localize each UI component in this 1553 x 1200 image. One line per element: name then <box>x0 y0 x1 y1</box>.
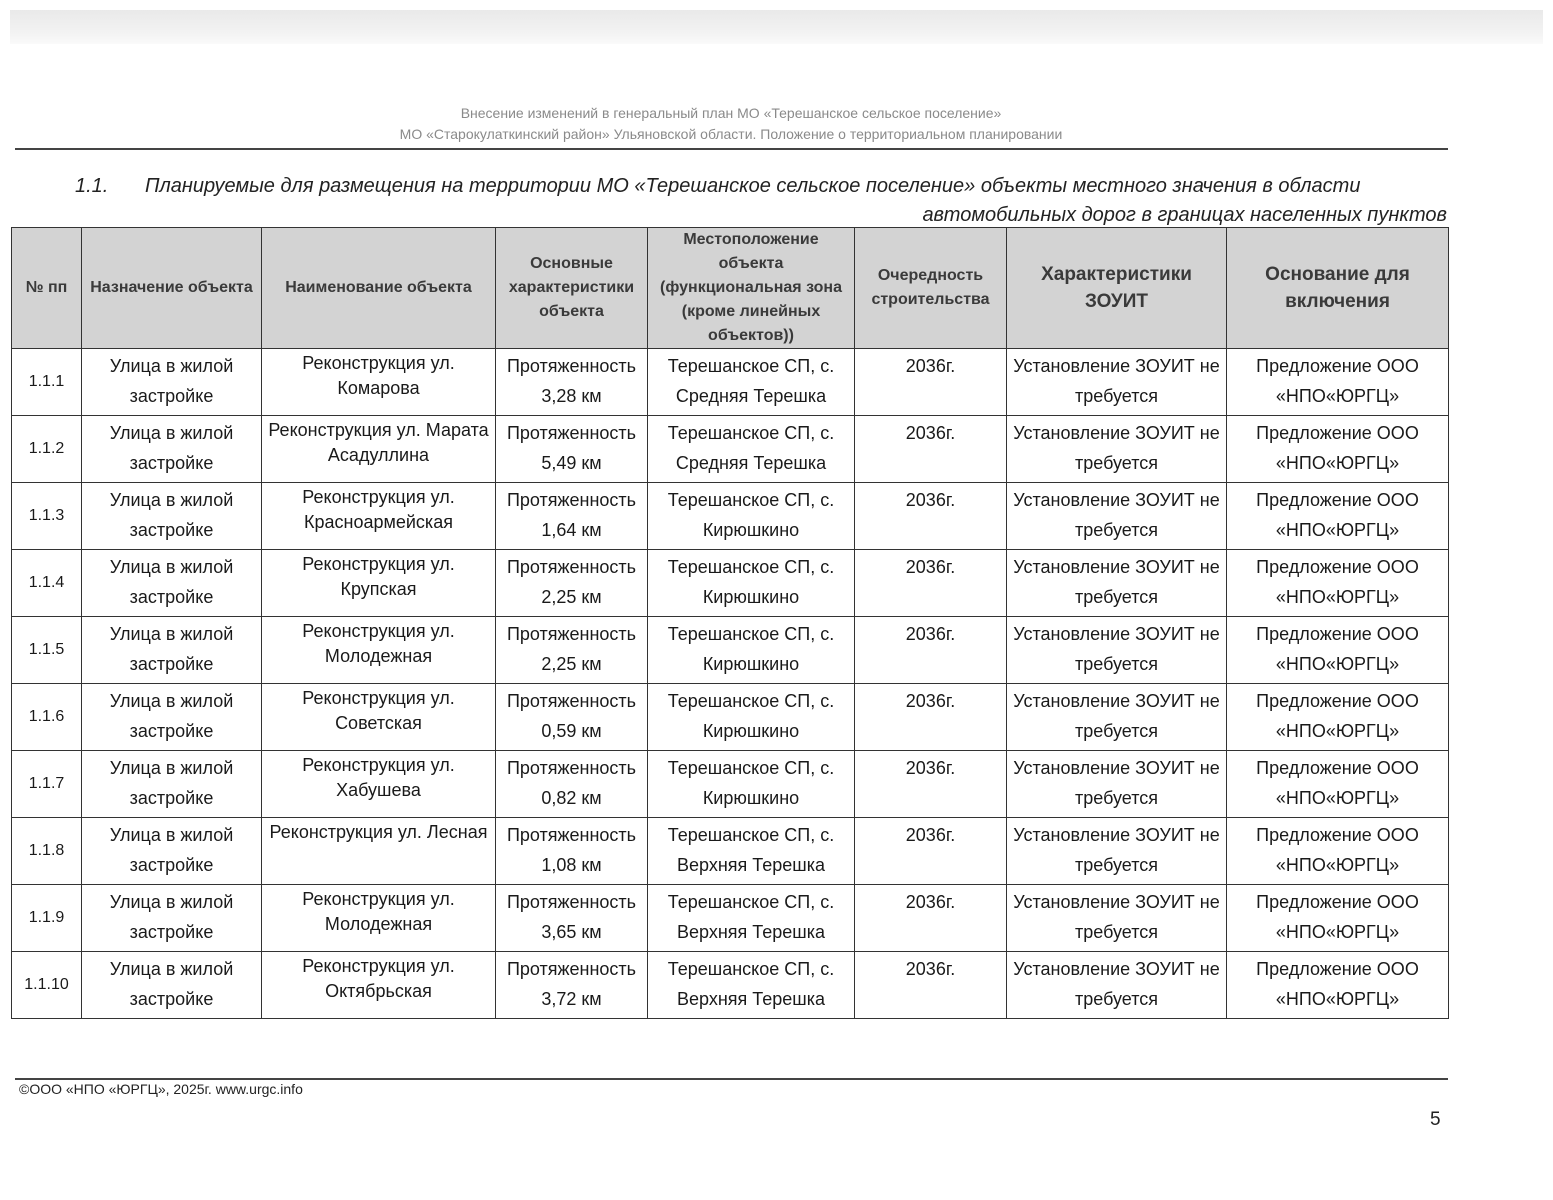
row-construction-year: 2036г. <box>855 349 1007 416</box>
header-cell-name: Наименование объекта <box>262 228 496 349</box>
row-characteristics: Протяженность 3,72 км <box>496 952 648 1019</box>
row-characteristics: Протяженность 2,25 км <box>496 550 648 617</box>
row-object-name: Реконструкция ул. Крупская <box>262 550 496 617</box>
row-purpose: Улица в жилой застройке <box>82 751 262 818</box>
row-basis: Предложение ООО «НПО«ЮРГЦ» <box>1227 617 1449 684</box>
row-zouit: Установление ЗОУИТ не требуется <box>1007 617 1227 684</box>
footer-copyright: ©ООО «НПО «ЮРГЦ», 2025г. www.urgc.info <box>19 1081 303 1097</box>
row-number: 1.1.2 <box>12 416 82 483</box>
row-object-name: Реконструкция ул. Молодежная <box>262 885 496 952</box>
footer-rule <box>15 1078 1448 1080</box>
row-characteristics: Протяженность 2,25 км <box>496 617 648 684</box>
row-construction-year: 2036г. <box>855 684 1007 751</box>
section-title-line2: автомобильных дорог в границах населенных пунктов <box>922 204 1447 226</box>
table-row <box>12 818 1449 885</box>
objects-table <box>11 227 1449 1019</box>
row-construction-year: 2036г. <box>855 885 1007 952</box>
row-construction-year: 2036г. <box>855 416 1007 483</box>
row-location: Терешанское СП, с. Кирюшкино <box>648 617 855 684</box>
row-number: 1.1.4 <box>12 550 82 617</box>
row-location: Терешанское СП, с. Кирюшкино <box>648 751 855 818</box>
row-location: Терешанское СП, с. Верхняя Терешка <box>648 952 855 1019</box>
row-purpose: Улица в жилой застройке <box>82 483 262 550</box>
header-cell-location: Местоположение объекта (функциональная зона (кроме линейных объектов)) <box>648 228 855 349</box>
header-cell-zouit: Характеристики ЗОУИТ <box>1007 228 1227 349</box>
header-cell-basis: Основание для включения <box>1227 228 1449 349</box>
row-basis: Предложение ООО «НПО«ЮРГЦ» <box>1227 751 1449 818</box>
section-title <box>75 172 1447 230</box>
row-characteristics: Протяженность 1,08 км <box>496 818 648 885</box>
row-purpose: Улица в жилой застройке <box>82 952 262 1019</box>
row-basis: Предложение ООО «НПО«ЮРГЦ» <box>1227 952 1449 1019</box>
row-number: 1.1.1 <box>12 349 82 416</box>
header-rule <box>15 148 1448 150</box>
row-location: Терешанское СП, с. Верхняя Терешка <box>648 818 855 885</box>
table-row <box>12 617 1449 684</box>
header-cell-purpose: Назначение объекта <box>82 228 262 349</box>
row-basis: Предложение ООО «НПО«ЮРГЦ» <box>1227 349 1449 416</box>
row-zouit: Установление ЗОУИТ не требуется <box>1007 483 1227 550</box>
row-construction-year: 2036г. <box>855 952 1007 1019</box>
row-basis: Предложение ООО «НПО«ЮРГЦ» <box>1227 483 1449 550</box>
row-zouit: Установление ЗОУИТ не требуется <box>1007 416 1227 483</box>
table-row <box>12 483 1449 550</box>
row-number: 1.1.3 <box>12 483 82 550</box>
row-object-name: Реконструкция ул. Октябрьская <box>262 952 496 1019</box>
row-purpose: Улица в жилой застройке <box>82 818 262 885</box>
section-number: 1.1. <box>75 175 109 197</box>
row-construction-year: 2036г. <box>855 483 1007 550</box>
row-basis: Предложение ООО «НПО«ЮРГЦ» <box>1227 885 1449 952</box>
row-basis: Предложение ООО «НПО«ЮРГЦ» <box>1227 818 1449 885</box>
running-header-line2: МО «Старокулаткинский район» Ульяновской области. Положение о территориальном планировании <box>399 126 1063 142</box>
row-location: Терешанское СП, с. Кирюшкино <box>648 550 855 617</box>
row-basis: Предложение ООО «НПО«ЮРГЦ» <box>1227 684 1449 751</box>
header-cell-characteristics: Основные характеристики объекта <box>496 228 648 349</box>
table-row <box>12 349 1449 416</box>
row-number: 1.1.5 <box>12 617 82 684</box>
row-number: 1.1.7 <box>12 751 82 818</box>
row-construction-year: 2036г. <box>855 818 1007 885</box>
row-characteristics: Протяженность 0,82 км <box>496 751 648 818</box>
table-row <box>12 751 1449 818</box>
row-location: Терешанское СП, с. Верхняя Терешка <box>648 885 855 952</box>
row-location: Терешанское СП, с. Кирюшкино <box>648 684 855 751</box>
table-row <box>12 684 1449 751</box>
row-zouit: Установление ЗОУИТ не требуется <box>1007 349 1227 416</box>
table-row <box>12 952 1449 1019</box>
table-row <box>12 550 1449 617</box>
row-characteristics: Протяженность 5,49 км <box>496 416 648 483</box>
row-construction-year: 2036г. <box>855 751 1007 818</box>
row-number: 1.1.9 <box>12 885 82 952</box>
row-zouit: Установление ЗОУИТ не требуется <box>1007 952 1227 1019</box>
row-object-name: Реконструкция ул. Красноармейская <box>262 483 496 550</box>
row-construction-year: 2036г. <box>855 550 1007 617</box>
row-purpose: Улица в жилой застройке <box>82 349 262 416</box>
table-row <box>12 885 1449 952</box>
row-number: 1.1.6 <box>12 684 82 751</box>
row-zouit: Установление ЗОУИТ не требуется <box>1007 684 1227 751</box>
row-characteristics: Протяженность 3,28 км <box>496 349 648 416</box>
row-object-name: Реконструкция ул. Комарова <box>262 349 496 416</box>
table-header-row <box>12 228 1449 349</box>
row-characteristics: Протяженность 3,65 км <box>496 885 648 952</box>
row-zouit: Установление ЗОУИТ не требуется <box>1007 751 1227 818</box>
running-header-line1: Внесение изменений в генеральный план МО «Терешанское сельское поселение» <box>460 105 1002 121</box>
row-location: Терешанское СП, с. Средняя Терешка <box>648 416 855 483</box>
row-basis: Предложение ООО «НПО«ЮРГЦ» <box>1227 416 1449 483</box>
section-title-line1: Планируемые для размещения на территории МО «Терешанское сельское поселение» объекты местного значения в области <box>145 175 1361 197</box>
row-object-name: Реконструкция ул. Марата Асадуллина <box>262 416 496 483</box>
running-header <box>15 103 1447 145</box>
row-purpose: Улица в жилой застройке <box>82 550 262 617</box>
row-zouit: Установление ЗОУИТ не требуется <box>1007 818 1227 885</box>
row-object-name: Реконструкция ул. Хабушева <box>262 751 496 818</box>
row-number: 1.1.10 <box>12 952 82 1019</box>
row-construction-year: 2036г. <box>855 617 1007 684</box>
row-number: 1.1.8 <box>12 818 82 885</box>
row-location: Терешанское СП, с. Средняя Терешка <box>648 349 855 416</box>
row-purpose: Улица в жилой застройке <box>82 885 262 952</box>
row-zouit: Установление ЗОУИТ не требуется <box>1007 550 1227 617</box>
row-object-name: Реконструкция ул. Лесная <box>262 818 496 885</box>
table-row <box>12 416 1449 483</box>
row-zouit: Установление ЗОУИТ не требуется <box>1007 885 1227 952</box>
row-basis: Предложение ООО «НПО«ЮРГЦ» <box>1227 550 1449 617</box>
page-number: 5 <box>1430 1109 1441 1130</box>
row-purpose: Улица в жилой застройке <box>82 684 262 751</box>
row-purpose: Улица в жилой застройке <box>82 416 262 483</box>
row-characteristics: Протяженность 0,59 км <box>496 684 648 751</box>
row-object-name: Реконструкция ул. Молодежная <box>262 617 496 684</box>
header-cell-number: № пп <box>12 228 82 349</box>
row-object-name: Реконструкция ул. Советская <box>262 684 496 751</box>
row-characteristics: Протяженность 1,64 км <box>496 483 648 550</box>
scan-shadow-strip <box>10 10 1543 44</box>
row-location: Терешанское СП, с. Кирюшкино <box>648 483 855 550</box>
header-cell-construction-order: Очередность строительства <box>855 228 1007 349</box>
row-purpose: Улица в жилой застройке <box>82 617 262 684</box>
